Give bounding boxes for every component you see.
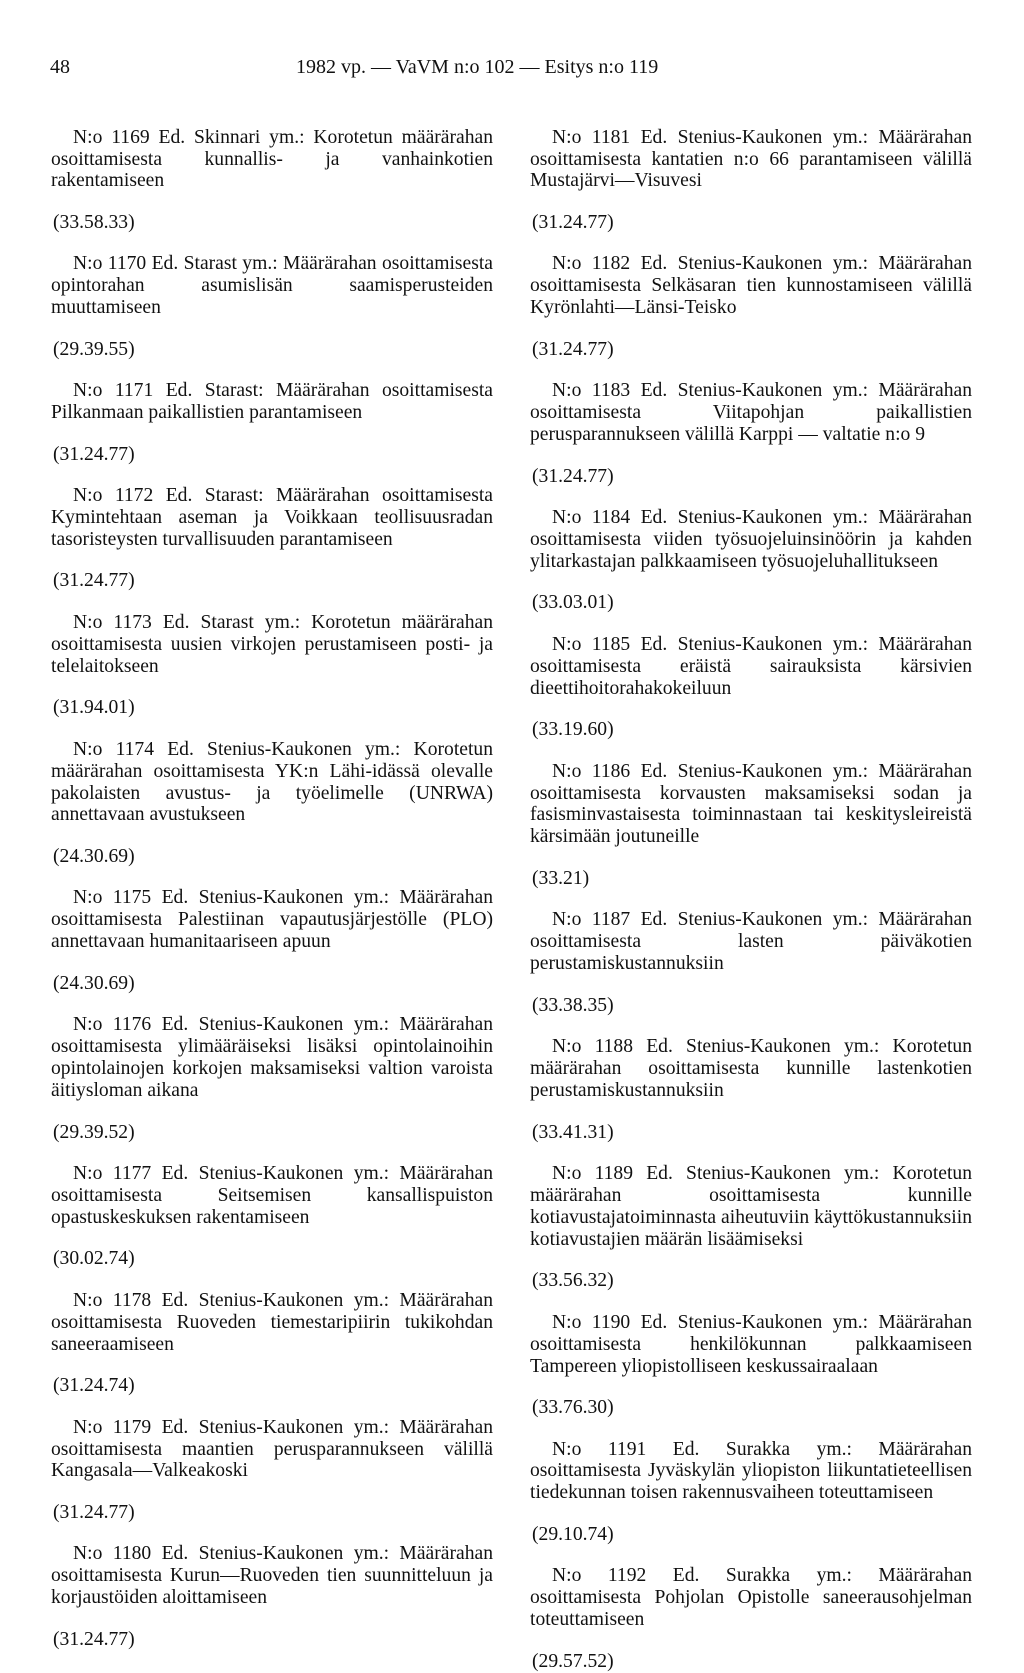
entry-budget-code: (33.58.33) [53, 211, 135, 233]
entry-text: N:o 1174 Ed. Stenius-Kaukonen ym.: Korotetun määrärahan osoittamisesta YK:n Lähi-idässä olevalle pakolaisten avustus- ja työelimelle (UNRWA) annettavaan avustukseen [51, 738, 493, 826]
entry-1170 [51, 253, 493, 360]
entry-text: N:o 1172 Ed. Starast: Määrärahan osoittamisesta Kymintehtaan aseman ja Voikkaan teollisuusradan tasoristeysten turvallisuuden parantamiseen [51, 485, 493, 550]
entry-1192 [530, 1565, 972, 1672]
entry-1188 [530, 1036, 972, 1143]
entry-1191 [530, 1439, 972, 1546]
entry-text: N:o 1186 Ed. Stenius-Kaukonen ym.: Määrärahan osoittamisesta korvausten maksamiseksi sodan ja fasisminvastaisesta toiminnastaan tai keskitysleireistä kärsimään joutuneille [530, 760, 972, 848]
entry-1172 [51, 485, 493, 592]
left-column [51, 107, 493, 1651]
page-header [50, 56, 974, 90]
entry-1181 [530, 127, 972, 234]
entry-1183 [530, 380, 972, 487]
entry-1180 [51, 1543, 493, 1650]
entry-budget-code: (33.38.35) [532, 994, 614, 1016]
entry-text: N:o 1191 Ed. Surakka ym.: Määrärahan osoittamisesta Jyväskylän yliopiston liikuntatieteellisen tiedekunnan toisen rakennusvaiheen toteuttamiseen [530, 1438, 972, 1504]
entry-text: N:o 1184 Ed. Stenius-Kaukonen ym.: Määrärahan osoittamisesta viiden työsuojeluinsinöörin ja kahden ylitarkastajan palkkaamiseen työsuojeluhallitukseen [530, 507, 972, 572]
entry-budget-code: (24.30.69) [53, 972, 135, 994]
entry-1189 [530, 1163, 972, 1292]
entry-1190 [530, 1312, 972, 1419]
entry-1186 [530, 761, 972, 890]
entry-1178 [51, 1290, 493, 1397]
page-number: 48 [50, 56, 70, 78]
entry-budget-code: (31.24.77) [532, 338, 614, 360]
entry-text: N:o 1173 Ed. Starast ym.: Korotetun määrärahan osoittamisesta uusien virkojen perustamiseen posti- ja telelaitokseen [51, 611, 493, 677]
entry-budget-code: (31.24.74) [53, 1375, 135, 1397]
entry-budget-code: (31.24.77) [53, 570, 135, 592]
entry-1177 [51, 1163, 493, 1270]
entry-text: N:o 1175 Ed. Stenius-Kaukonen ym.: Määrärahan osoittamisesta Palestiinan vapautusjärjestölle (PLO) annettavaan humanitaariseen apuun [51, 887, 493, 953]
entry-budget-code: (31.24.77) [53, 443, 135, 465]
entry-budget-code: (29.39.52) [53, 1121, 135, 1143]
entry-budget-code: (33.56.32) [532, 1270, 614, 1292]
entry-text: N:o 1178 Ed. Stenius-Kaukonen ym.: Määrärahan osoittamisesta Ruoveden tiemestaripiirin tukikohdan saneeraamiseen [51, 1289, 493, 1355]
entry-budget-code: (33.19.60) [532, 719, 614, 741]
entry-budget-code: (29.10.74) [532, 1523, 614, 1545]
entry-text: N:o 1190 Ed. Stenius-Kaukonen ym.: Määrärahan osoittamisesta henkilökunnan palkkaamiseen Tampereen yliopistolliseen keskussairaalaan [530, 1311, 972, 1377]
entry-budget-code: (31.94.01) [53, 697, 135, 719]
entry-1182 [530, 253, 972, 360]
entry-1175 [51, 887, 493, 994]
entry-text: N:o 1192 Ed. Surakka ym.: Määrärahan osoittamisesta Pohjolan Opistolle saneerausohjelman toteuttamiseen [530, 1565, 972, 1631]
entry-text: N:o 1185 Ed. Stenius-Kaukonen ym.: Määrärahan osoittamisesta eräistä sairauksista kärsivien dieettihoitorahakokeiluun [530, 633, 972, 699]
entry-budget-code: (31.24.77) [53, 1628, 135, 1650]
entry-1187 [530, 909, 972, 1016]
running-head: 1982 vp. — VaVM n:o 102 — Esitys n:o 119 [296, 56, 659, 78]
entry-text: N:o 1183 Ed. Stenius-Kaukonen ym.: Määrärahan osoittamisesta Viitapohjan paikallistien perusparannukseen välillä Karppi — valtatie n:o 9 [530, 380, 972, 446]
entry-budget-code: (31.24.77) [532, 211, 614, 233]
entry-budget-code: (33.03.01) [532, 592, 614, 614]
entry-budget-code: (24.30.69) [53, 845, 135, 867]
entry-text: N:o 1171 Ed. Starast: Määrärahan osoittamisesta Pilkanmaan paikallistien parantamiseen [51, 380, 493, 424]
entry-budget-code: (33.76.30) [532, 1397, 614, 1419]
entry-budget-code: (31.24.77) [53, 1501, 135, 1523]
entry-text: N:o 1169 Ed. Skinnari ym.: Korotetun määrärahan osoittamisesta kunnallis- ja vanhainkotien rakentamiseen [51, 126, 493, 192]
entry-text: N:o 1180 Ed. Stenius-Kaukonen ym.: Määrärahan osoittamisesta Kurun—Ruoveden tien suunnitteluun ja korjaustöiden aloittamiseen [51, 1543, 493, 1609]
entry-text: N:o 1170 Ed. Starast ym.: Määrärahan osoittamisesta opintorahan asumislisän saamisperusteiden muuttamiseen [51, 253, 493, 319]
entry-1185 [530, 634, 972, 741]
entry-1179 [51, 1417, 493, 1524]
entry-text: N:o 1189 Ed. Stenius-Kaukonen ym.: Korotetun määrärahan osoittamisesta kunnille kotiavustajatoiminnasta aiheutuviin käyttökustannuksiin kotiavustajien määrän lisäämiseksi [530, 1163, 972, 1250]
entry-1176 [51, 1014, 493, 1143]
entry-text: N:o 1179 Ed. Stenius-Kaukonen ym.: Määrärahan osoittamisesta maantien perusparannukseen välillä Kangasala—Valkeakoski [51, 1416, 493, 1482]
entry-budget-code: (30.02.74) [53, 1248, 135, 1270]
entry-1184 [530, 507, 972, 614]
entry-1174 [51, 739, 493, 868]
entry-budget-code: (33.41.31) [532, 1121, 614, 1143]
entry-text: N:o 1187 Ed. Stenius-Kaukonen ym.: Määrärahan osoittamisesta lasten päiväkotien perustamiskustannuksiin [530, 909, 972, 975]
entry-budget-code: (29.57.52) [532, 1650, 614, 1672]
entry-1171 [51, 380, 493, 465]
entry-budget-code: (33.21) [532, 867, 590, 889]
entry-text: N:o 1188 Ed. Stenius-Kaukonen ym.: Korotetun määrärahan osoittamisesta kunnille lastenkotien perustamiskustannuksiin [530, 1036, 972, 1101]
entry-1173 [51, 612, 493, 719]
entry-budget-code: (31.24.77) [532, 465, 614, 487]
entry-1169 [51, 127, 493, 234]
entry-text: N:o 1176 Ed. Stenius-Kaukonen ym.: Määrärahan osoittamisesta ylimääräiseksi lisäksi opintolainoihin opintolainojen korkojen maksamiseksi valtion varoista äitiysloman aikana [51, 1014, 493, 1101]
right-column [530, 107, 972, 1673]
entry-text: N:o 1182 Ed. Stenius-Kaukonen ym.: Määrärahan osoittamisesta Selkäsaran tien kunnostamiseen välillä Kyrönlahti—Länsi-Teisko [530, 253, 972, 319]
entry-text: N:o 1177 Ed. Stenius-Kaukonen ym.: Määrärahan osoittamisesta Seitsemisen kansallispuiston opastuskeskuksen rakentamiseen [51, 1163, 493, 1228]
entry-budget-code: (29.39.55) [53, 338, 135, 360]
entry-text: N:o 1181 Ed. Stenius-Kaukonen ym.: Määrärahan osoittamisesta kantatien n:o 66 parantamiseen välillä Mustajärvi—Visuvesi [530, 126, 972, 192]
